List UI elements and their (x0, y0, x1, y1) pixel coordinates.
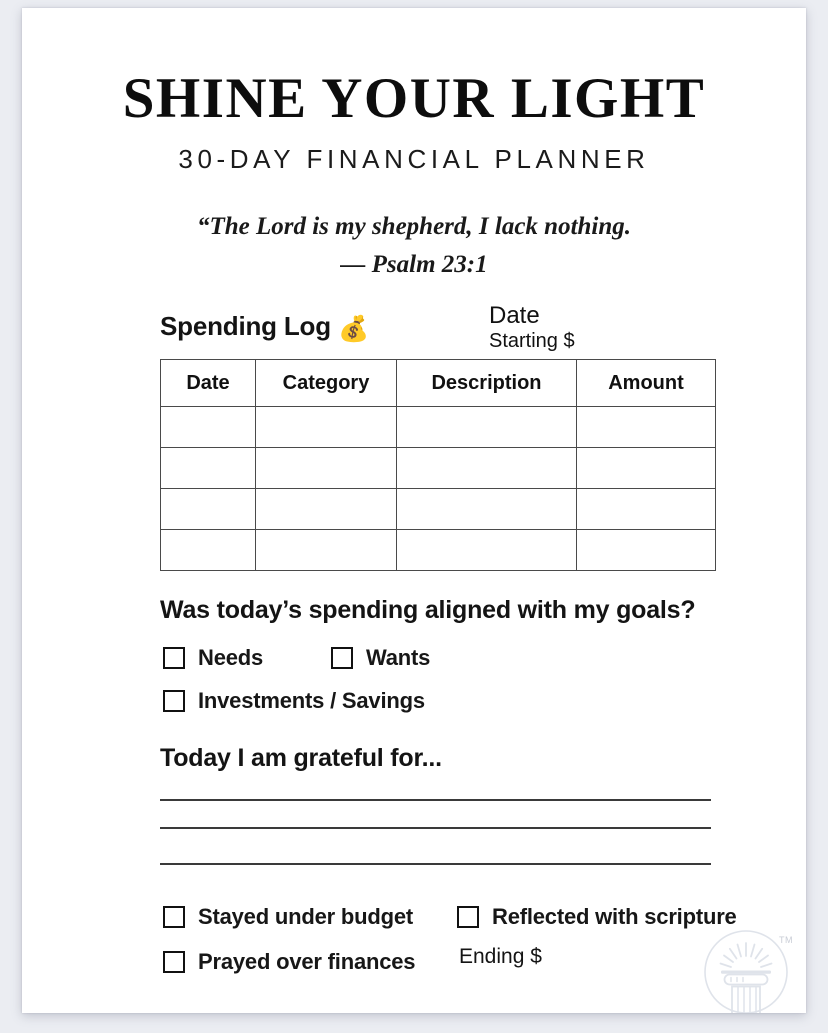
cell-category[interactable] (256, 489, 397, 530)
checkbox-reflected-with-scripture[interactable] (457, 906, 479, 928)
cell-category[interactable] (256, 407, 397, 448)
planner-page (22, 8, 806, 1013)
cell-description[interactable] (397, 448, 577, 489)
checkbox-row-needs[interactable] (163, 645, 263, 671)
spending-log-table (160, 359, 716, 571)
table-row (161, 530, 716, 571)
checkbox-label-prayed-over-finances: Prayed over finances (198, 949, 416, 974)
column-header-category: Category (256, 360, 397, 407)
cell-description[interactable] (397, 530, 577, 571)
cell-category[interactable] (256, 530, 397, 571)
checkbox-wants[interactable] (331, 647, 353, 669)
column-header-amount: Amount (577, 360, 716, 407)
cell-date[interactable] (161, 489, 256, 530)
date-label[interactable]: Date (489, 302, 540, 329)
checkbox-label-investments-savings: Investments / Savings (198, 688, 425, 713)
page-title: SHINE YOUR LIGHT (122, 67, 706, 130)
ending-amount-label[interactable]: Ending $ (459, 945, 542, 968)
alignment-question: Was today’s spending aligned with my goals? (160, 596, 696, 624)
checkbox-row-stayed-under-budget[interactable] (163, 904, 413, 930)
checkbox-label-reflected-with-scripture: Reflected with scripture (492, 904, 737, 929)
checkbox-label-stayed-under-budget: Stayed under budget (198, 904, 413, 929)
cell-description[interactable] (397, 407, 577, 448)
column-header-date: Date (161, 360, 256, 407)
trademark-mark: TM (779, 935, 793, 945)
page-subtitle: 30-DAY FINANCIAL PLANNER (178, 144, 650, 174)
gratitude-heading: Today I am grateful for... (160, 744, 442, 772)
column-header-description: Description (397, 360, 577, 407)
cell-category[interactable] (256, 448, 397, 489)
table-row (161, 448, 716, 489)
starting-amount-label[interactable]: Starting $ (489, 330, 575, 353)
cell-amount[interactable] (577, 530, 716, 571)
checkbox-row-reflected-with-scripture[interactable] (457, 904, 737, 930)
table-header-row (161, 360, 716, 407)
quote-attribution: — Psalm 23:1 (340, 250, 488, 278)
gratitude-writing-line[interactable] (160, 863, 711, 865)
brand-watermark-logo (703, 929, 789, 1013)
cell-description[interactable] (397, 489, 577, 530)
gratitude-writing-line[interactable] (160, 799, 711, 801)
cell-date[interactable] (161, 530, 256, 571)
checkbox-row-prayed-over-finances[interactable] (163, 949, 415, 975)
checkbox-row-wants[interactable] (331, 645, 430, 671)
spending-log-label: Spending Log (160, 311, 331, 341)
pillar-light-logo-icon (703, 929, 789, 1013)
table-row (161, 489, 716, 530)
checkbox-investments-savings[interactable] (163, 690, 185, 712)
checkbox-prayed-over-finances[interactable] (163, 951, 185, 973)
scripture-quote (22, 208, 806, 283)
cell-date[interactable] (161, 448, 256, 489)
checkbox-needs[interactable] (163, 647, 185, 669)
spending-log-heading (160, 311, 369, 344)
cell-amount[interactable] (577, 448, 716, 489)
quote-text: “The Lord is my shepherd, I lack nothing. (196, 213, 632, 240)
date-block (489, 303, 575, 352)
money-bag-icon: 💰 (337, 314, 369, 343)
table-row (161, 407, 716, 448)
checkbox-label-wants: Wants (366, 645, 431, 670)
checkbox-stayed-under-budget[interactable] (163, 906, 185, 928)
cell-amount[interactable] (577, 407, 716, 448)
cell-amount[interactable] (577, 489, 716, 530)
checkbox-row-investments-savings[interactable] (163, 688, 425, 714)
checkbox-label-needs: Needs (198, 645, 264, 670)
cell-date[interactable] (161, 407, 256, 448)
gratitude-writing-line[interactable] (160, 827, 711, 829)
